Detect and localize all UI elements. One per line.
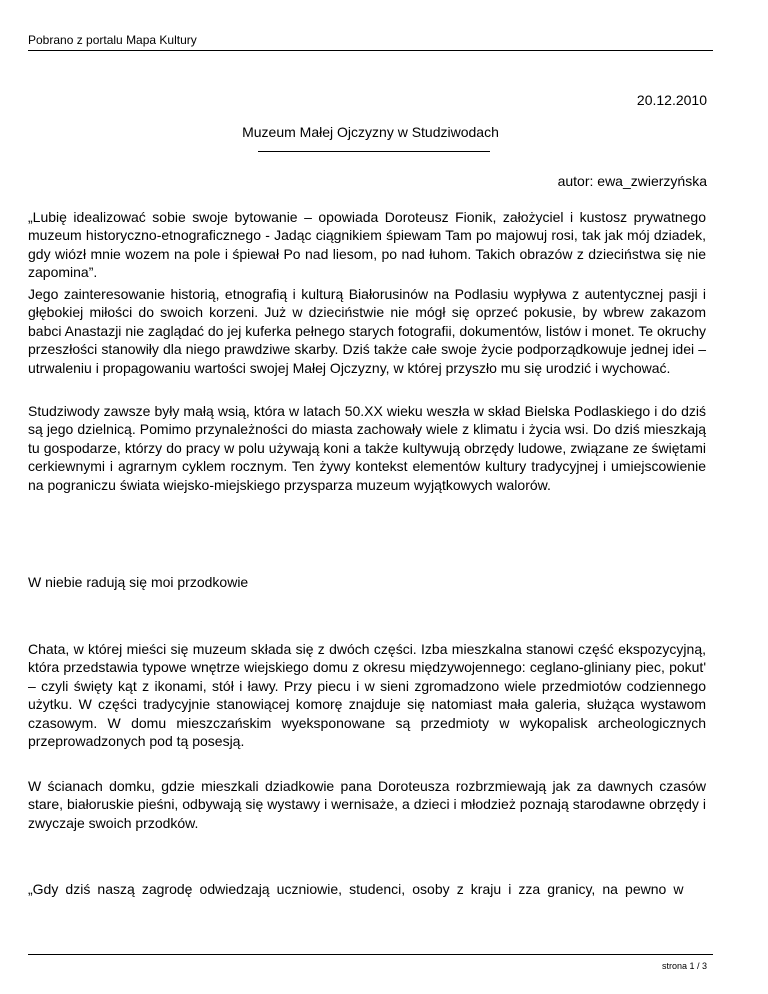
- title-underline: [258, 151, 490, 152]
- footer-divider: [28, 954, 713, 955]
- paragraph-quote-continued: [28, 880, 684, 898]
- article-author: autor: ewa_zwierzyńska: [557, 173, 707, 189]
- paragraph-chata: Chata, w której mieści się muzeum składa się z dwóch części. Izba mieszkalna stanowi część ekspozycyjną, która przedstawia typowe wnętrze wiejskiego domu z okresu międzywojennego: ceglano-gliniany piec, pokut' – czyli święty kąt z ikonami, stół i ławy. Przy piecu i w sieni zgromadzono wiele przedmiotów codziennego użytku. W części tradycyjnie stanowiącej komorę znajduje się natomiast mała galeria, służąca wystawom czasowym. W domu mieszczańskim wyeksponowane są przedmioty w wykopalisk archeologicznych przeprowadzonych pod tą posesją.: [28, 641, 706, 750]
- paragraph-quote-intro: „Lubię idealizować sobie swoje bytowanie – opowiada Doroteusz Fionik, założyciel i kustosz prywatnego muzeum historyczno-etnograficznego - Jadąc ciągnikiem śpiewam Tam po majowuj rosi, tak jak mój dziadek, gdy wiózł mnie wozem na pole i śpiewał Po nad liesom, po nad łuhom. Takich obrazów z dzieciństwa się nie zapomina”.: [28, 209, 706, 281]
- header-divider: [28, 50, 713, 51]
- paragraph-interest: Jego zainteresowanie historią, etnografią i kulturą Białorusinów na Podlasiu wypływa z autentycznej pasji i głębokiej miłości do swoich korzeni. Już w dzieciństwie nie mógł się oprzeć pokusie, by wbrew zakazom babci Anastazji nie zaglądać do jej kuferka pełnego starych fotografii, dokumentów, listów i monet. Te okruchy przeszłości stanowiły dla niego prawdziwe skarby. Dziś także całe swoje życie podporządkowuje jednej idei – utrwaleniu i propagowaniu wartości swojej Małej Ojczyzny, w której przyszło mu się urodzić i wychować.: [28, 286, 706, 376]
- paragraph-studziwody: Studziwody zawsze były małą wsią, która w latach 50.XX wieku weszła w skład Bielska Podlaskiego i do dziś są jego dzielnicą. Pomimo przynależności do miasta zachowały wiele z klimatu i życia wsi. Do dziś mieszkają tu gospodarze, którzy do pracy w polu używają koni a także kultywują obrzędy ludowe, związane ze świętami cerkiewnymi i agrarnym cyklem rocznym. Ten żywy kontekst elementów kultury tradycyjnej i umiejscowienie na pograniczu świata wiejsko-miejskiego przysparza muzeum wyjątkowych walorów.: [28, 403, 706, 493]
- article-title: Muzeum Małej Ojczyzny w Studziwodach: [242, 124, 499, 140]
- portal-source-header: Pobrano z portalu Mapa Kultury: [28, 33, 197, 47]
- article-date: 20.12.2010: [636, 92, 707, 108]
- paragraph-quote-continued-text: „Gdy dziś naszą zagrodę odwiedzają uczniowie, studenci, osoby z kraju i zza granicy, na pewno w: [28, 881, 684, 897]
- paragraph-walls: W ścianach domku, gdzie mieszkali dziadkowie pana Doroteusza rozbrzmiewają jak za dawnych czasów stare, białoruskie pieśni, odbywają się wystawy i wernisaże, a dzieci i młodzież poznają starodawne obrzędy i zwyczaje swoich przodków.: [28, 778, 706, 831]
- page-number: strona 1 / 3: [661, 961, 707, 971]
- section-heading: W niebie radują się moi przodkowie: [28, 574, 249, 590]
